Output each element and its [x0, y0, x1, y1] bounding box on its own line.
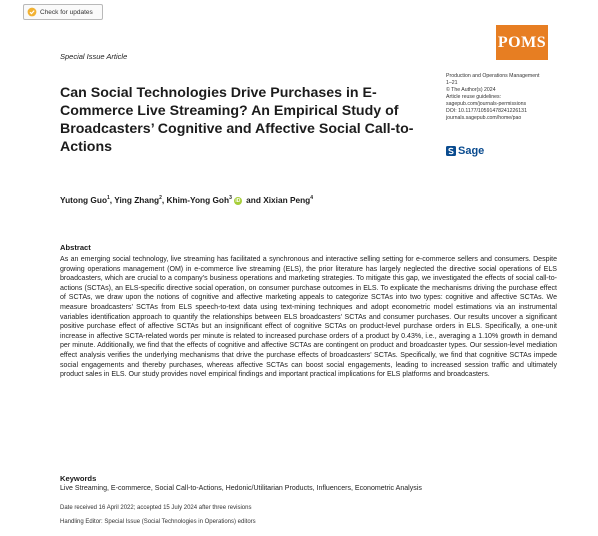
abstract-text: As an emerging social technology, live streaming has facilitated a synchronous and interactive selling setting for e-commerce sellers and consumers. Despite growing operations management (OM) in e-commerce live streaming (ELS), the prior literature has largely neglected the directive social operations of ELS broadcasters, which are crucial to a company’s business operations and marketing strategies. To mitigate this gap, we investigated the effects of social call-to-actions (SCTAs), an ELS-specific directive social operation, on consumer purchase outcomes in ELS. To explicate the mechanisms driving the purchase effect of SCTAs, we draw upon the notions of cognitive and affective marketing appeals to categorize SCTAs into two types: cognitive and affective SCTAs. We measure broadcasters’ SCTAs from ELS speech-to-text data using text-mining techniques and adopt econometric model estimations via an instrumental variables identification approach to quantify the relationships between ELS broadcasters’ SCTAs and consumer purchases. Our results uncover a significant positive purchase effect of affective SCTAs but an insignificant effect of cognitive SCTAs on product-level purchase orders in ELS. Specifically, a one-unit increase in affective SCTA-related words per minute is related to increased purchase orders of a product by 0.43%, i.e., averaging a 1.10% growth in demand per minute. Additionally, we find that the effects of cognitive and affective SCTAs are contingent on product and broadcaster types. Our session-level mediation effect analysis verifies the underlying mechanisms that drive the purchase effects of broadcasters’ SCTAs. Specifically, we find that cognitive SCTAs impede social engagements and thereby purchases, whereas affective SCTAs can boost social engagements, leading to increased session traffic and ultimately product sales in ELS. Our study provides novel empirical findings and important practical implications for ELS platforms and broadcasters.	[60, 256, 557, 379]
orcid-icon[interactable]: iD	[235, 197, 241, 204]
author-name: Ying Zhang	[114, 195, 160, 205]
journal-url[interactable]: journals.sagepub.com/home/pao	[446, 115, 522, 121]
keywords-heading: Keywords	[60, 474, 97, 483]
check-for-updates-badge[interactable]	[23, 4, 103, 20]
article-type: Special Issue Article	[60, 52, 128, 61]
author-affiliation: 3	[229, 195, 232, 202]
journal-logo: POMS	[496, 25, 548, 60]
author-affiliation: 1	[107, 195, 110, 202]
publisher-name: Sage	[458, 145, 485, 157]
copyright: © The Author(s) 2024	[446, 87, 496, 93]
keywords-text: Live Streaming, E-commerce, Social Call-to-Actions, Hedonic/Utilitarian Products, Influencers, Econometric Analysis	[60, 485, 422, 492]
author-affiliation: 4	[310, 195, 314, 202]
received-dates: Date received 16 April 2022; accepted 15 July 2024 after three revisions	[60, 505, 252, 511]
journal-name: Production and Operations Management	[446, 73, 540, 79]
handling-editor: Handling Editor: Special Issue (Social Technologies in Operations) editors	[60, 519, 256, 525]
check-for-updates-icon	[27, 7, 37, 17]
journal-pages: 1–21	[446, 80, 458, 86]
author-affiliation: 2	[159, 195, 162, 202]
doi[interactable]: DOI: 10.1177/10591478241226131	[446, 108, 527, 114]
author-name: Yutong Guo	[60, 195, 108, 205]
journal-info	[446, 73, 586, 122]
author-separator: and	[243, 195, 264, 205]
article-title: Can Social Technologies Drive Purchases in E-Commerce Live Streaming? An Empirical Study of Broadcasters’ Cognitive and Affective Social Call-to-Actions	[60, 85, 414, 155]
author-separator: ,	[161, 195, 167, 205]
author-list	[60, 195, 313, 205]
reuse-guidelines: Article reuse guidelines:	[446, 94, 502, 100]
permissions-link[interactable]: sagepub.com/journals-permissions	[446, 101, 527, 107]
abstract-heading: Abstract	[60, 243, 91, 252]
author-separator: ,	[109, 195, 115, 205]
author-name: Xixian Peng	[263, 195, 311, 205]
author-name: Khim-Yong Goh	[166, 195, 230, 205]
check-for-updates-label: Check for updates	[40, 8, 93, 16]
publisher-logo	[446, 145, 484, 157]
sage-logo-icon	[446, 146, 456, 156]
